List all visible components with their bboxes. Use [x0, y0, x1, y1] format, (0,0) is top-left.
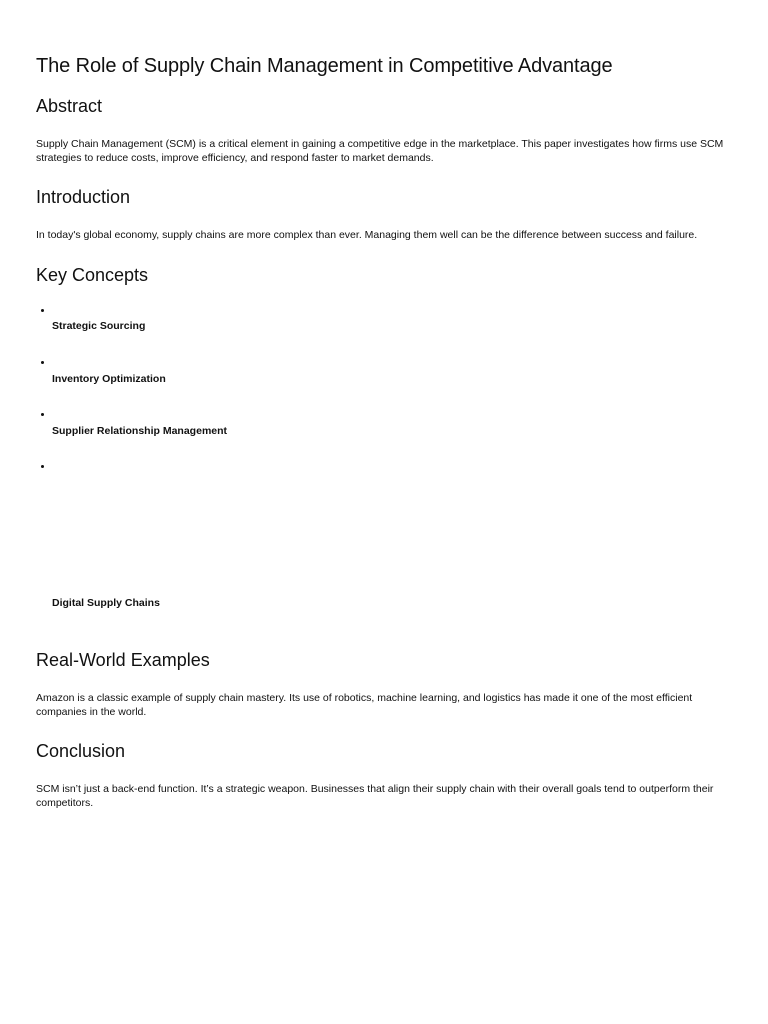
conclusion-paragraph: SCM isn’t just a back-end function. It’s a strategic weapon. Businesses that align their supply chain with their overall goals tend to outperform their competitors.	[36, 783, 714, 809]
bullet-icon	[41, 309, 44, 312]
bullet-icon	[41, 413, 44, 416]
list-item-label: Supplier Relationship Management	[52, 425, 228, 437]
list-item-label: Inventory Optimization	[52, 373, 166, 385]
key-concepts-heading: Key Concepts	[36, 265, 149, 285]
list-item-label: Digital Supply Chains	[52, 597, 160, 609]
conclusion-heading: Conclusion	[36, 741, 126, 761]
real-world-examples-heading: Real-World Examples	[36, 650, 210, 670]
abstract-paragraph: Supply Chain Management (SCM) is a critical element in gaining a competitive edge in the marketplace. This paper investigates how firms use SCM strategies to reduce costs, improve efficiency, and respond faster to market demands.	[36, 138, 724, 164]
introduction-paragraph: In today's global economy, supply chains are more complex than ever. Managing them well can be the difference between success and failure.	[36, 229, 698, 241]
list-item-label: Strategic Sourcing	[52, 320, 146, 332]
document-title: The Role of Supply Chain Management in Competitive Advantage	[36, 55, 613, 77]
introduction-heading: Introduction	[36, 187, 131, 207]
bullet-icon	[41, 361, 44, 364]
real-world-examples-paragraph: Amazon is a classic example of supply chain mastery. Its use of robotics, machine learning, and logistics has made it one of the most efficient companies in the world.	[36, 692, 693, 718]
abstract-heading: Abstract	[36, 96, 103, 116]
bullet-icon	[41, 465, 44, 468]
